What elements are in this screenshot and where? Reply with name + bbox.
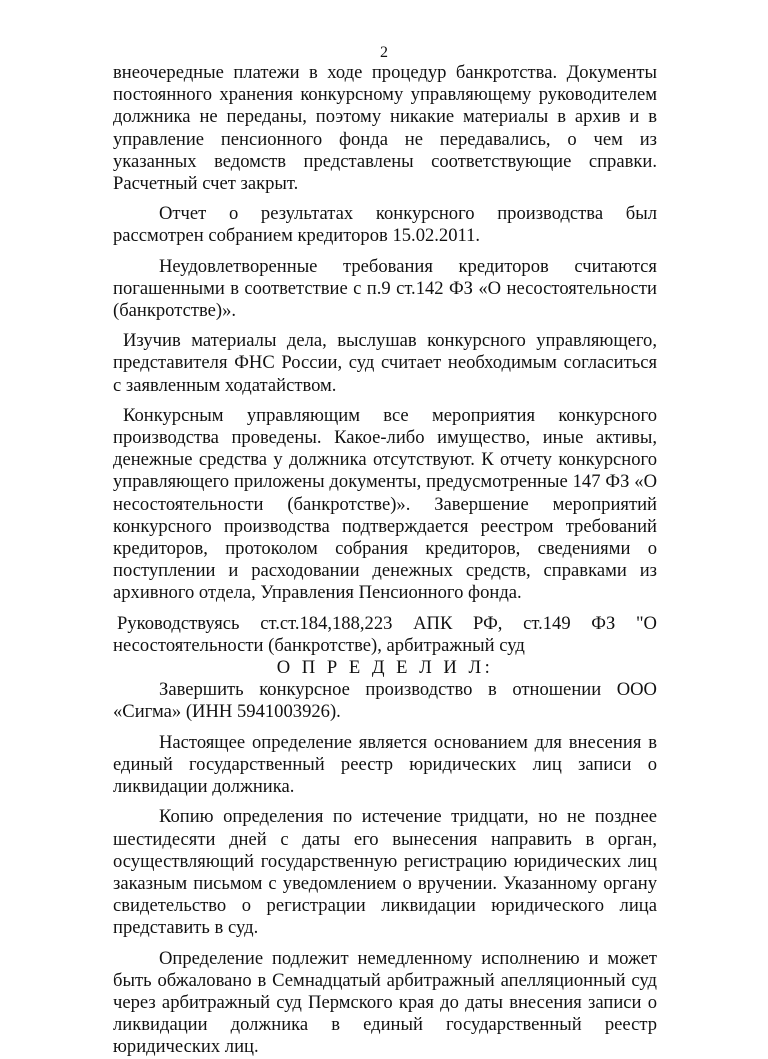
decision-item-complete-proceedings: Завершить конкурсное производство в отношении ООО «Сигма» (ИНН 5941003926).	[113, 679, 657, 723]
paragraph-court-reasoning: Изучив материалы дела, выслушав конкурсного управляющего, представителя ФНС России, суд считает необходимым согласиться с заявленным ходатайством.	[113, 330, 657, 396]
decision-item-appeal: Определение подлежит немедленному исполнению и может быть обжаловано в Семнадцатый арбитражный апелляционный суд через арбитражный суд Пермского края до даты внесения записи о ликвидации должника в единый государственный реестр юридических лиц.	[113, 947, 657, 1058]
document-body	[113, 62, 657, 1059]
decision-item-registry-basis: Настоящее определение является основанием для внесения в единый государственный реестр юридических лиц записи о ликвидации должника.	[113, 731, 657, 798]
page-number: 2	[380, 44, 388, 61]
paragraph-unsatisfied-claims: Неудовлетворенные требования кредиторов считаются погашенными в соответствие с п.9 ст.142 ФЗ «О несостоятельности (банкротстве)».	[113, 255, 657, 322]
paragraph-report-review: Отчет о результатах конкурсного производства был рассмотрен собранием кредиторов 15.02.2011.	[113, 203, 657, 247]
paragraph-measures-completed: Конкурсным управляющим все мероприятия конкурсного производства проведены. Какое-либо имущество, иные активы, денежные средства у должника отсутствуют. К отчету конкурсного управляющего приложены документы, предусмотренные 147 ФЗ «О несостоятельности (банкротстве)». Завершение мероприятий конкурсного производства подтверждается реестром требований кредиторов, протоколом собрания кредиторов, сведениями о поступлении и расходовании денежных средств, справками из архивного отдела, Управления Пенсионного фонда.	[113, 404, 657, 604]
decision-item-copy-dispatch: Копию определения по истечение тридцати, но не позднее шестидесяти дней с даты его вынесения направить в орган, осуществляющий государственную регистрацию юридических лиц заказным письмом с уведомлением о вручении. Указанному органу свидетельство о регистрации ликвидации юридического лица представить в суд.	[113, 806, 657, 939]
decision-heading: О П Р Е Д Е Л И Л:	[276, 657, 494, 679]
paragraph-payments-closure: внеочередные платежи в ходе процедур банкротства. Документы постоянного хранения конкурсному управляющему руководителем должника не переданы, поэтому никакие материалы в архив и в управление пенсионного фонда не передавались, о чем из указанных ведомств представлены соответствующие справки. Расчетный счет закрыт.	[113, 62, 657, 195]
paragraph-legal-basis: Руководствуясь ст.ст.184,188,223 АПК РФ, ст.149 ФЗ "О несостоятельности (банкротстве), арбитражный суд	[113, 612, 657, 656]
